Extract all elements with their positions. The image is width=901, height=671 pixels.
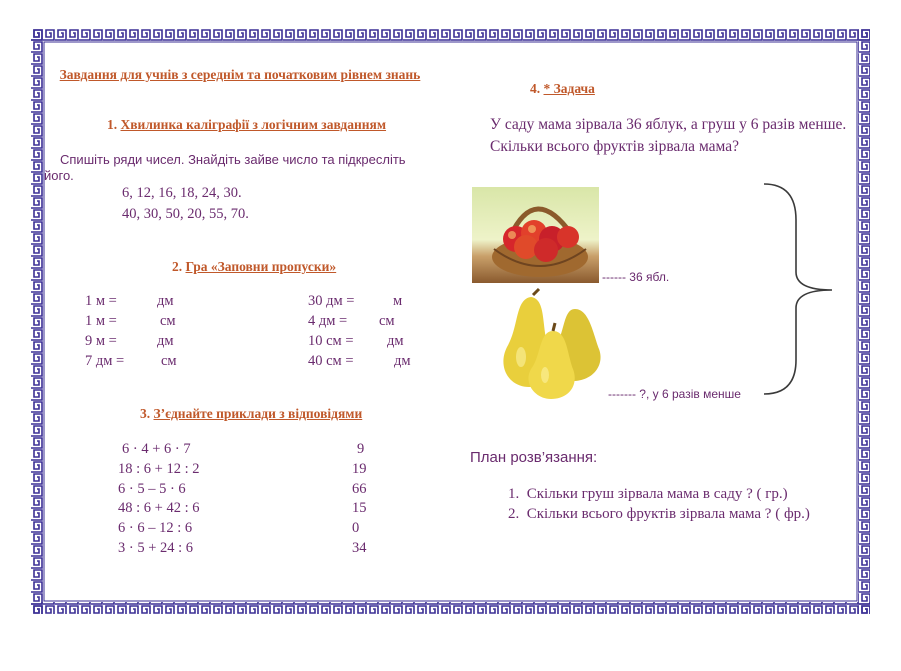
number-row-1: 6, 12, 16, 18, 24, 30. <box>122 185 242 201</box>
task4-number: 4. <box>530 81 541 96</box>
answer-1: 9 <box>357 441 365 457</box>
conv-l1-b: дм <box>157 293 174 309</box>
task3-number: 3. <box>140 406 151 421</box>
plan-title: План розв’язання: <box>470 449 598 466</box>
example-3: 6 · 5 – 5 · 6 <box>118 481 186 497</box>
example-6: 3 · 5 + 24 : 6 <box>118 540 194 556</box>
conv-r4-a: 40 см = <box>308 353 354 369</box>
conv-r4-b: дм <box>394 353 411 369</box>
task1-title: Хвилинка каліграфії з логічним завданням <box>120 117 387 132</box>
conv-l1-a: 1 м = <box>85 293 117 309</box>
plan-item-1-text: Скільки груш зірвала мама в саду ? ( гр.) <box>526 486 788 502</box>
conv-l2-b: см <box>160 313 176 329</box>
answer-5: 0 <box>352 520 360 536</box>
task1-number: 1. <box>107 117 118 132</box>
plan-item-2: 2. Скільки всього фруктів зірвала мама ? ( фр.) <box>508 506 810 522</box>
apples-label: ------ 36 ябл. <box>602 270 670 284</box>
task2-heading <box>172 259 336 275</box>
answer-2: 19 <box>352 461 367 477</box>
conv-l2-a: 1 м = <box>85 313 117 329</box>
conv-r3-b: дм <box>387 333 404 349</box>
page-header: Завдання для учнів з середнім та початковим рівнем знань <box>59 67 421 82</box>
pears-image <box>493 287 606 400</box>
conv-r2-b: см <box>379 313 395 329</box>
task4-title: * Задача <box>543 81 595 96</box>
curly-brace-icon <box>760 180 840 400</box>
task1-instruction: Спишіть ряди чисел. Знайдіть зайве число та підкресліть його. <box>44 152 406 183</box>
plan-list <box>508 486 810 523</box>
conv-l4-a: 7 дм = <box>85 353 125 369</box>
task2-title: Гра «Заповни пропуски» <box>185 259 337 274</box>
task4-heading <box>530 81 595 97</box>
task2-number: 2. <box>172 259 183 274</box>
pears-icon <box>493 287 606 400</box>
example-2: 18 : 6 + 12 : 2 <box>118 461 200 477</box>
conv-r1-a: 30 дм = <box>308 293 355 309</box>
example-1: 6 · 4 + 6 · 7 <box>122 441 191 457</box>
task3-heading <box>140 406 362 422</box>
plan-item-2-text: Скільки всього фруктів зірвала мама ? ( фр.) <box>526 506 810 522</box>
plan-item-1: 1. Скільки груш зірвала мама в саду ? ( гр.) <box>508 486 788 502</box>
conv-r2-a: 4 дм = <box>308 313 348 329</box>
task3-title: З’єднайте приклади з відповідями <box>153 406 363 421</box>
example-4: 48 : 6 + 42 : 6 <box>118 500 200 516</box>
answer-4: 15 <box>352 500 367 516</box>
task1-heading <box>107 117 386 133</box>
conv-r3-a: 10 см = <box>308 333 354 349</box>
answer-3: 66 <box>352 481 367 497</box>
pears-label: ------- ?, у 6 разів менше <box>608 387 741 401</box>
conv-l3-b: дм <box>157 333 174 349</box>
conv-l3-a: 9 м = <box>85 333 117 349</box>
example-5: 6 · 6 – 12 : 6 <box>118 520 193 536</box>
problem-text: У саду мама зірвала 36 яблук, а груш у 6 разів менше. Скільки всього фруктів зірвала мама? <box>490 116 847 155</box>
conv-l4-b: см <box>161 353 177 369</box>
number-row-2: 40, 30, 50, 20, 55, 70. <box>122 206 249 222</box>
apple-basket-image <box>472 187 599 283</box>
apple-basket-icon <box>472 187 599 283</box>
conv-r1-b: м <box>393 293 403 309</box>
answer-6: 34 <box>352 540 367 556</box>
